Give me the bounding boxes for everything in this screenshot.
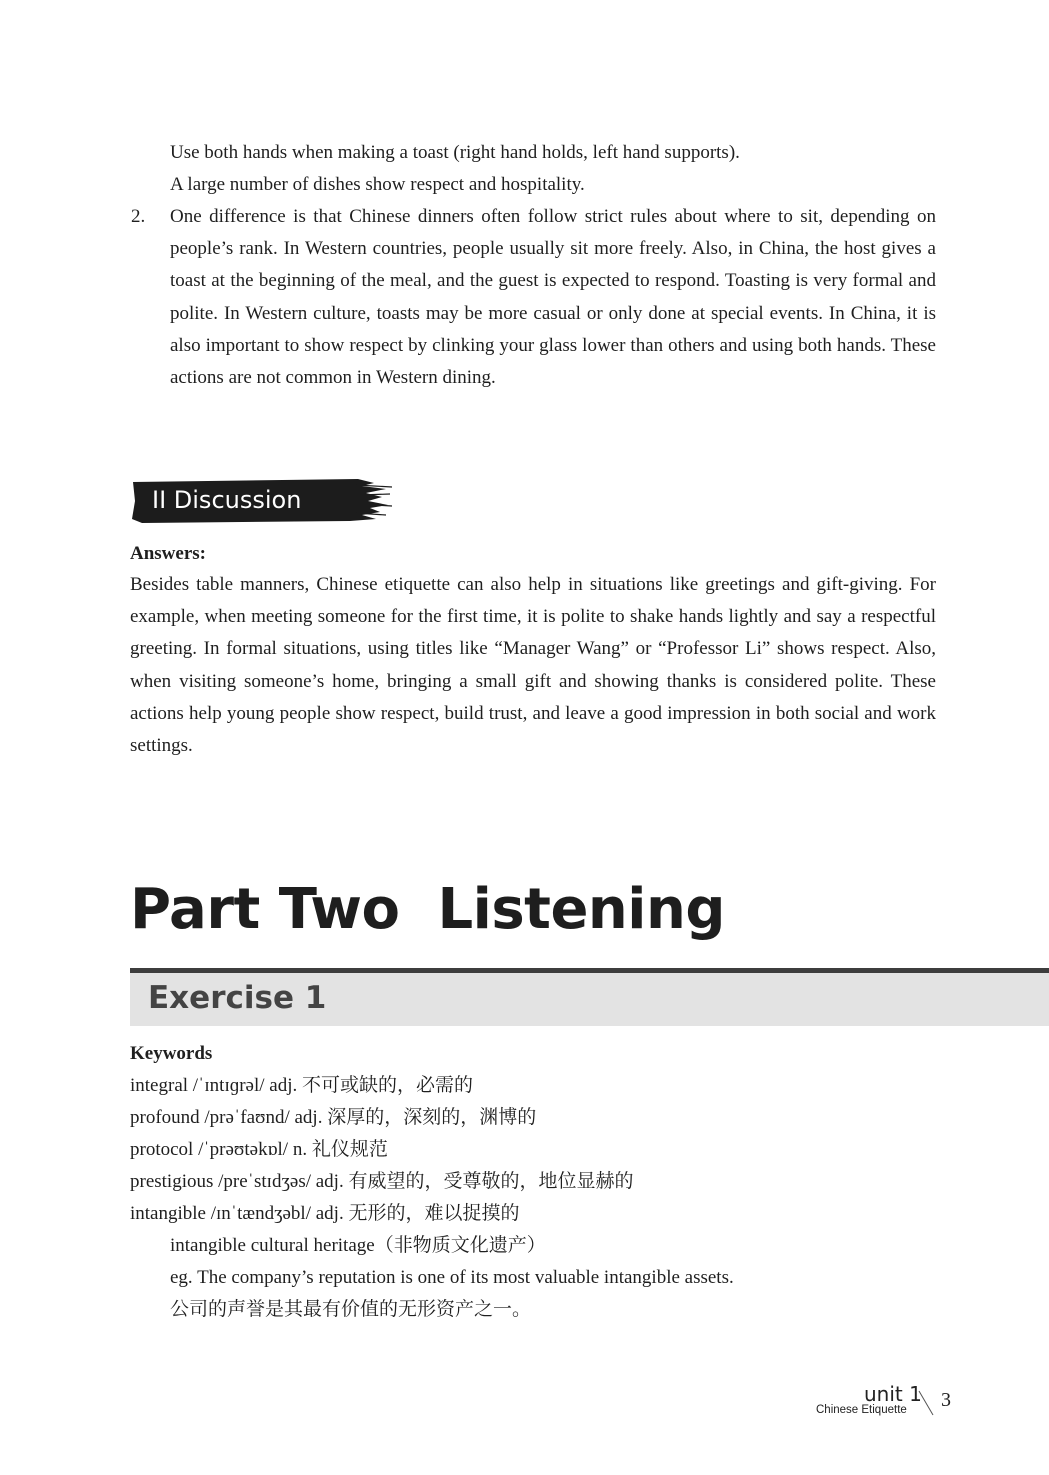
keywords-label: Keywords bbox=[130, 1043, 213, 1064]
keyword-sub-entry: intangible cultural heritage（非物质文化遗产） bbox=[170, 1235, 546, 1256]
item-number: 2. bbox=[131, 206, 146, 227]
keyword-entry: intangible /ɪnˈtændʒəbl/ adj. 无形的，难以捉摸的 bbox=[130, 1203, 520, 1224]
keyword-entry: profound /prəˈfaʊnd/ adj. 深厚的，深刻的，渊博的 bbox=[130, 1107, 537, 1128]
footer-unit-label: unit 1 bbox=[864, 1382, 922, 1406]
keyword-example-translation: 公司的声誉是其最有价值的无形资产之一。 bbox=[170, 1299, 532, 1320]
exercise-title: Exercise 1 bbox=[148, 980, 327, 1016]
discussion-heading: II Discussion bbox=[152, 486, 302, 514]
part-title: Part Two Listening bbox=[130, 877, 725, 942]
discussion-paragraph: Besides table manners, Chinese etiquette can also help in situations like greetings and gift-giving. For example, when meeting someone for the first time, it is polite to shake hands lightly and say a respectful greeting. In formal situations, using titles like “Manager Wang” or “Professor Li” shows respect. Also, when visiting someone’s home, bringing a small gift and showing thanks is considered polite. These actions help young people show respect, build trust, and leave a good impression in both social and work settings. bbox=[130, 574, 936, 757]
exercise-header-bar bbox=[130, 968, 1049, 1026]
keyword-entry: protocol /ˈprəʊtəkɒl/ n. 礼仪规范 bbox=[130, 1139, 388, 1160]
footer-divider-slash bbox=[918, 1390, 934, 1416]
intro-line: A large number of dishes show respect and hospitality. bbox=[170, 174, 585, 195]
keyword-example: eg. The company’s reputation is one of its most valuable intangible assets. bbox=[170, 1267, 734, 1288]
intro-line: Use both hands when making a toast (right hand holds, left hand supports). bbox=[170, 142, 740, 163]
exercise-bar-rule bbox=[130, 968, 1049, 973]
discussion-heading-banner bbox=[130, 477, 392, 525]
page-number: 3 bbox=[941, 1389, 951, 1411]
keyword-entry: integral /ˈɪntɪɡrəl/ adj. 不可或缺的，必需的 bbox=[130, 1075, 474, 1096]
answers-label: Answers: bbox=[130, 543, 206, 564]
footer-unit-subtitle: Chinese Etiquette bbox=[816, 1404, 907, 1416]
answer-paragraph: One difference is that Chinese dinners often follow strict rules about where to sit, depending on people’s rank. In Western countries, people usually sit more freely. Also, in China, the host gives a toast at the beginning of the meal, and the guest is expected to respond. Toasting is very formal and polite. In Western culture, toasts may be more casual or only done at special events. In China, it is also important to show respect by clinking your glass lower than others and using both hands. These actions are not common in Western dining. bbox=[170, 206, 936, 389]
keyword-entry: prestigious /preˈstɪdʒəs/ adj. 有威望的，受尊敬的，地位显赫的 bbox=[130, 1171, 634, 1192]
